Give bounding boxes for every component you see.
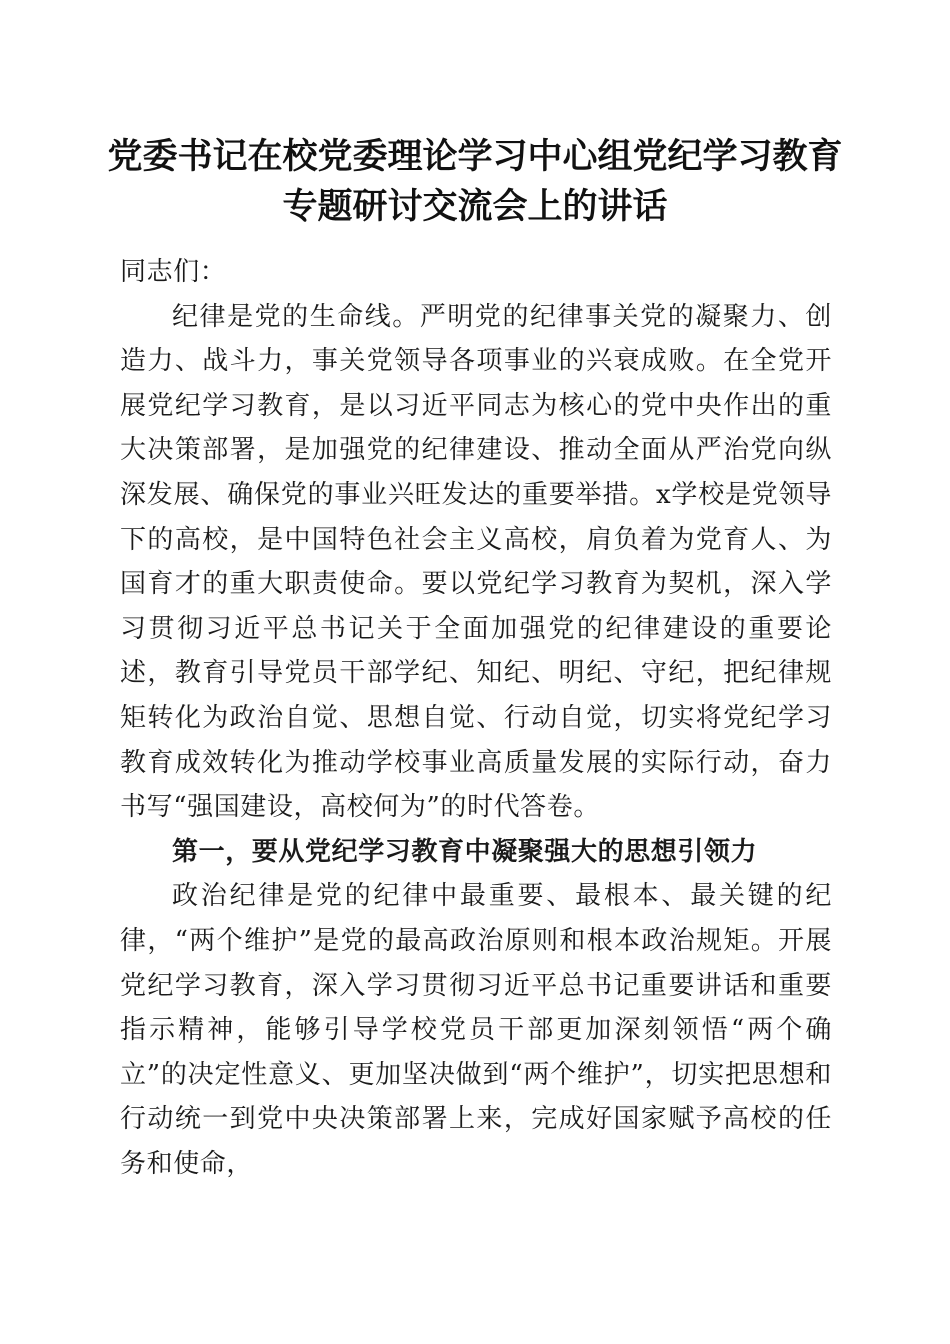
document-title: 党委书记在校党委理论学习中心组党纪学习教育专题研讨交流会上的讲话 (107, 136, 843, 227)
salutation: 同志们： (120, 257, 227, 287)
section-paragraph: 政治纪律是党的纪律中最重要、最根本、最关键的纪律，“两个维护”是党的最高政治原则和根本政治规矩。开展党纪学习教育，深入学习贯彻习近平总书记重要讲话和重要指示精神，能够引导学校党员干部更加深刻领悟“两个确立”的决定性意义、更加坚决做到“两个维护”，切实把思想和行动统一到党中央决策部署上来，完成好国家赋予高校的任务和使命， (120, 881, 832, 1179)
intro-paragraph: 纪律是党的生命线。严明党的纪律事关党的凝聚力、创造力、战斗力，事关党领导各项事业的兴衰成败。在全党开展党纪学习教育，是以习近平同志为核心的党中央作出的重大决策部署，是加强党的纪律建设、推动全面从严治党向纵深发展、确保党的事业兴旺发达的重要举措。x学校是党领导下的高校，是中国特色社会主义高校，肩负着为党育人、为国育才的重大职责使命。要以党纪学习教育为契机，深入学习贯彻习近平总书记关于全面加强党的纪律建设的重要论述，教育引导党员干部学纪、知纪、明纪、守纪，把纪律规矩转化为政治自觉、思想自觉、行动自觉，切实将党纪学习教育成效转化为推动学校事业高质量发展的实际行动，奋力书写“强国建设，高校何为”的时代答卷。 (120, 301, 832, 823)
document-body (120, 250, 832, 1186)
section-heading: 第一，要从党纪学习教育中凝聚强大的思想引领力 (172, 836, 758, 867)
